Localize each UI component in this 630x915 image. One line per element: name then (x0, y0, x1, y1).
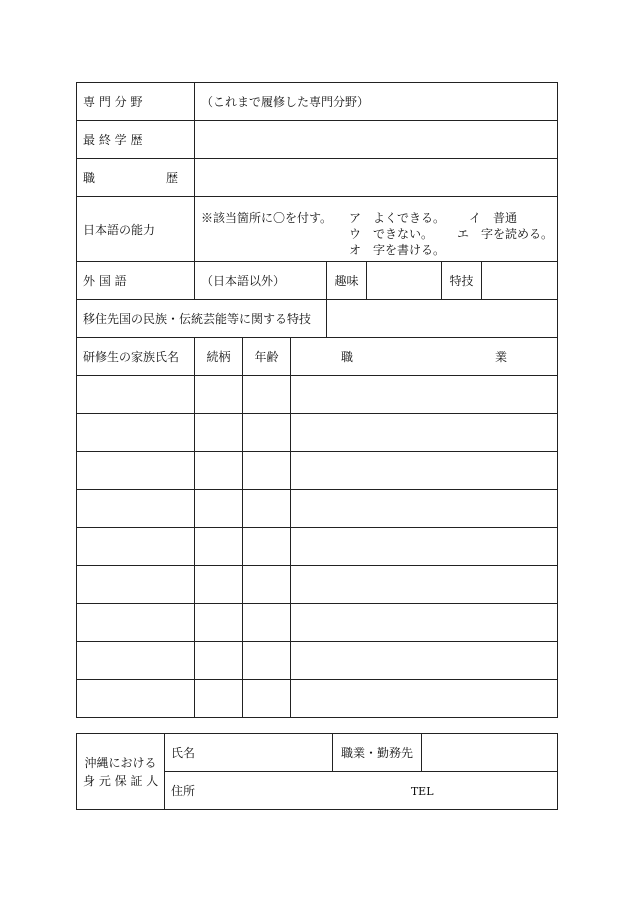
specialty-row (77, 83, 558, 121)
guarantor-name-label: 氏名 (171, 746, 196, 760)
family-occupation-cell[interactable] (291, 642, 558, 680)
applicant-table (76, 82, 558, 718)
family-age-cell[interactable] (243, 452, 291, 490)
guarantor-form (76, 733, 557, 810)
japanese-row (77, 197, 558, 262)
guarantor-address-label: 住所 (171, 784, 196, 798)
family-relation-cell[interactable] (195, 376, 243, 414)
guarantor-address-field[interactable] (165, 772, 558, 810)
family-relation-cell[interactable] (195, 452, 243, 490)
specialty-note: （これまで履修した専門分野） (201, 95, 370, 109)
family-age-cell[interactable] (243, 642, 291, 680)
education-row (77, 121, 558, 159)
family-age-cell[interactable] (243, 566, 291, 604)
foreign-language-row (77, 262, 558, 300)
specialty-field[interactable] (195, 83, 558, 121)
option-i[interactable]: イ 普通 (469, 211, 518, 225)
family-relation-cell[interactable] (195, 414, 243, 452)
family-relation-header: 続柄 (195, 338, 243, 376)
family-name-header: 研修生の家族氏名 (77, 338, 195, 376)
family-row (77, 566, 558, 604)
family-occupation-cell[interactable] (291, 376, 558, 414)
career-label-right: 歴 (165, 171, 178, 185)
career-field[interactable] (195, 159, 558, 197)
family-occupation-cell[interactable] (291, 414, 558, 452)
option-u[interactable]: ウ できない。 (349, 227, 434, 241)
family-relation-cell[interactable] (195, 566, 243, 604)
family-row (77, 680, 558, 718)
applicant-form (76, 82, 557, 718)
guarantor-job-field[interactable] (422, 734, 558, 772)
career-row (77, 159, 558, 197)
family-occupation-cell[interactable] (291, 490, 558, 528)
foreign-language-field[interactable] (195, 262, 327, 300)
family-age-cell[interactable] (243, 604, 291, 642)
family-row (77, 376, 558, 414)
guarantor-table (76, 733, 558, 810)
family-name-cell[interactable] (77, 452, 195, 490)
family-relation-cell[interactable] (195, 642, 243, 680)
family-name-cell[interactable] (77, 680, 195, 718)
family-occupation-cell[interactable] (291, 604, 558, 642)
family-name-cell[interactable] (77, 642, 195, 680)
family-occupation-cell[interactable] (291, 452, 558, 490)
family-name-cell[interactable] (77, 376, 195, 414)
foreign-language-note: （日本語以外） (201, 274, 286, 288)
japanese-instruction: ※該当箇所に〇を付す。 (201, 211, 333, 225)
option-e[interactable]: エ 字を読める。 (457, 227, 554, 241)
family-age-cell[interactable] (243, 680, 291, 718)
family-name-cell[interactable] (77, 490, 195, 528)
education-field[interactable] (195, 121, 558, 159)
ethnic-skill-field[interactable] (327, 300, 558, 338)
japanese-label: 日本語の能力 (77, 197, 195, 262)
occupation-header-right: 業 (494, 350, 507, 364)
family-row (77, 604, 558, 642)
family-row (77, 490, 558, 528)
ethnic-skill-row (77, 300, 558, 338)
guarantor-job-label: 職業・勤務先 (333, 734, 422, 772)
family-occupation-header (291, 338, 558, 376)
family-row (77, 642, 558, 680)
guarantor-name-row (77, 734, 558, 772)
guarantor-name-field[interactable] (165, 734, 333, 772)
ethnic-skill-label: 移住先国の民族・伝統芸能等に関する特技 (77, 300, 327, 338)
family-row (77, 528, 558, 566)
family-age-header: 年齢 (243, 338, 291, 376)
family-occupation-cell[interactable] (291, 528, 558, 566)
family-occupation-cell[interactable] (291, 680, 558, 718)
option-o[interactable]: オ 字を書ける。 (349, 243, 446, 257)
family-header-row (77, 338, 558, 376)
guarantor-label-line2: 身 元 保 証 人 (83, 773, 159, 788)
family-relation-cell[interactable] (195, 604, 243, 642)
skill-label: 特技 (442, 262, 482, 300)
family-relation-cell[interactable] (195, 490, 243, 528)
occupation-header-left: 職 (341, 350, 354, 364)
career-label (77, 159, 195, 197)
japanese-field[interactable] (195, 197, 558, 262)
family-rows (77, 376, 558, 718)
family-row (77, 414, 558, 452)
family-row (77, 452, 558, 490)
option-a[interactable]: ア よくできる。 (349, 211, 446, 225)
guarantor-label (77, 734, 165, 810)
skill-field[interactable] (482, 262, 558, 300)
family-age-cell[interactable] (243, 376, 291, 414)
family-name-cell[interactable] (77, 528, 195, 566)
specialty-label: 専 門 分 野 (77, 83, 195, 121)
career-label-left: 職 (83, 171, 96, 185)
family-relation-cell[interactable] (195, 680, 243, 718)
guarantor-label-line1: 沖縄における (84, 755, 157, 770)
education-label: 最 終 学 歴 (77, 121, 195, 159)
family-name-cell[interactable] (77, 414, 195, 452)
family-age-cell[interactable] (243, 490, 291, 528)
family-relation-cell[interactable] (195, 528, 243, 566)
family-name-cell[interactable] (77, 566, 195, 604)
family-age-cell[interactable] (243, 528, 291, 566)
family-occupation-cell[interactable] (291, 566, 558, 604)
foreign-language-label: 外 国 語 (77, 262, 195, 300)
hobby-label: 趣味 (327, 262, 367, 300)
hobby-field[interactable] (367, 262, 442, 300)
family-name-cell[interactable] (77, 604, 195, 642)
family-age-cell[interactable] (243, 414, 291, 452)
guarantor-tel-label: TEL (410, 785, 434, 798)
